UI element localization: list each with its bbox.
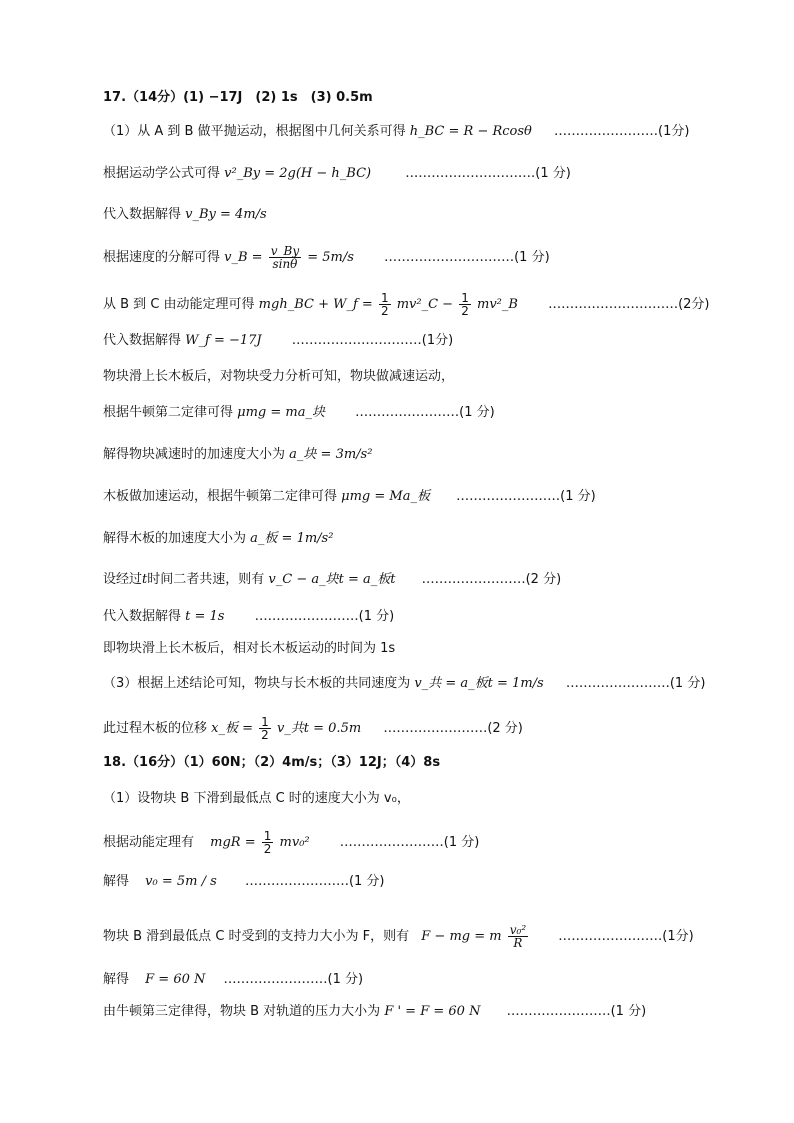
text: 解得物块减速时的加速度大小为	[103, 447, 286, 462]
q17-line-2	[103, 166, 571, 182]
q17-line-15	[103, 676, 705, 692]
points: (1 分)	[610, 1004, 647, 1019]
text: 解得	[103, 972, 130, 987]
denominator: 2	[380, 304, 389, 318]
denominator: 2	[261, 728, 269, 742]
fraction	[508, 924, 528, 949]
points: (1分)	[421, 333, 454, 348]
points: (1分)	[658, 124, 690, 139]
formula: v²_By = 2g(H − h_BC)	[224, 166, 372, 181]
q17-line-14: 即物块滑上长木板后，相对长木板运动的时间为 1s	[103, 641, 396, 656]
q17-line-5	[103, 292, 710, 317]
points: (1分)	[662, 929, 694, 944]
numerator: 1	[261, 715, 269, 729]
formula: h_BC = R − Rcosθ	[409, 124, 532, 139]
leader-dots: ……………………	[456, 489, 561, 504]
formula: t = 1s	[185, 609, 225, 624]
leader-dots: ……………………	[244, 874, 349, 889]
points: (1 分)	[514, 250, 550, 265]
points: (1 分)	[535, 166, 571, 181]
points: (1 分)	[443, 835, 480, 850]
numerator: 1	[263, 829, 272, 843]
q17-line-3	[103, 207, 267, 223]
q18-line-2	[103, 830, 479, 855]
q17-header: 17.（14分）(1) −17J (2) 1s (3) 0.5m	[103, 90, 373, 105]
q17-line-8	[103, 405, 495, 421]
text: 从 B 到 C 由动能定理可得	[103, 297, 255, 312]
text: 解得	[103, 874, 130, 889]
numerator: v₀²	[509, 923, 527, 937]
variable: t	[142, 572, 148, 587]
leader-dots: ……………………	[355, 405, 460, 420]
q18-line-5	[103, 972, 363, 988]
text: （1）从 A 到 B 做平抛运动，根据图中几何关系可得	[103, 124, 406, 139]
points: (2分)	[678, 297, 710, 312]
points: (2 分)	[487, 721, 523, 736]
leader-dots: …………………………	[291, 333, 422, 348]
q17-line-16	[103, 716, 523, 741]
numerator: 1	[380, 291, 389, 305]
formula: mv₀²	[279, 835, 310, 850]
points: (1 分)	[348, 874, 385, 889]
formula: v_By = 4m/s	[185, 207, 267, 222]
q17-line-7: 物块滑上长木板后，对物块受力分析可知，物块做减速运动，	[103, 369, 455, 384]
leader-dots: …………………………	[548, 297, 679, 312]
formula: x_板 =	[211, 721, 254, 736]
q17-line-13	[103, 609, 394, 625]
formula: a_块 = 3m/s²	[289, 447, 373, 462]
formula: v_B =	[224, 250, 263, 265]
numerator: 1	[461, 291, 469, 305]
leader-dots: ……………………	[506, 1004, 611, 1019]
leader-dots: ……………………	[554, 124, 659, 139]
q17-line-4	[103, 245, 550, 270]
leader-dots: ……………………	[223, 972, 328, 987]
formula: F ' = F = 60 N	[384, 1004, 481, 1019]
denominator: sinθ	[272, 257, 298, 271]
q18-header: 18.（16分）（1）60N；（2）4m/s；（3）12J；（4）8s	[103, 755, 441, 770]
text: 代入数据解得	[103, 609, 182, 624]
formula: mgh_BC + W_f =	[258, 297, 373, 312]
text: （3）根据上述结论可知，物块与长木板的共同速度为	[103, 676, 411, 691]
q17-line-11	[103, 531, 333, 547]
q17-line-12	[103, 572, 561, 588]
points: (1 分)	[327, 972, 364, 987]
leader-dots: ……………………	[383, 721, 488, 736]
q18-line-3	[103, 874, 385, 890]
q17-line-10	[103, 489, 596, 505]
fraction-half	[262, 830, 274, 855]
formula: a_板 = 1m/s²	[250, 531, 334, 546]
text: 解得木板的加速度大小为	[103, 531, 247, 546]
leader-dots: ……………………	[421, 572, 526, 587]
points: (2 分)	[525, 572, 562, 587]
formula: mv²_B	[477, 297, 518, 312]
fraction-half	[459, 292, 471, 317]
leader-dots: ……………………	[254, 609, 359, 624]
leader-dots: …………………………	[384, 250, 515, 265]
formula: v_共t = 0.5m	[276, 721, 362, 736]
text: 根据运动学公式可得	[103, 166, 221, 181]
leader-dots: ……………………	[339, 835, 444, 850]
q18-line-4	[103, 924, 694, 949]
formula: v_C − a_块t = a_板t	[268, 572, 396, 587]
text: 代入数据解得	[103, 333, 182, 348]
numerator: v_By	[270, 244, 300, 258]
formula: F − mg = m	[421, 929, 502, 944]
q17-line-6	[103, 333, 453, 349]
fraction	[269, 245, 301, 270]
points: (1 分)	[459, 405, 495, 420]
formula: mgR =	[210, 835, 256, 850]
text: 木板做加速运动，根据牛顿第二定律可得	[103, 489, 338, 504]
points: (1 分)	[669, 676, 706, 691]
text: 根据牛顿第二定律可得	[103, 405, 234, 420]
denominator: 2	[263, 842, 272, 856]
formula: F = 60 N	[145, 972, 206, 987]
formula: v_共 = a_板t = 1m/s	[414, 676, 544, 691]
formula: v₀ = 5m / s	[145, 874, 217, 889]
fraction-half	[379, 292, 391, 317]
formula: = 5m/s	[307, 250, 354, 265]
q17-line-9	[103, 447, 372, 463]
denominator: 2	[461, 304, 469, 318]
q17-line-1	[103, 124, 689, 140]
points: (1 分)	[560, 489, 596, 504]
formula: mv²_C −	[396, 297, 454, 312]
leader-dots: ……………………	[558, 929, 663, 944]
text: 根据动能定理有	[103, 835, 195, 850]
fraction-half	[259, 716, 271, 741]
formula: μmg = ma_块	[237, 405, 325, 420]
points: (1 分)	[358, 609, 395, 624]
text: 由牛顿第三定律得，物块 B 对轨道的压力大小为	[103, 1004, 381, 1019]
leader-dots: …………………………	[405, 166, 536, 181]
formula: W_f = −17J	[185, 333, 262, 348]
text: 根据速度的分解可得	[103, 250, 221, 265]
text: 此过程木板的位移	[103, 721, 208, 736]
q18-line-6	[103, 1004, 646, 1020]
leader-dots: ……………………	[565, 676, 670, 691]
denominator: R	[513, 936, 523, 950]
formula: μmg = Ma_板	[341, 489, 430, 504]
text: 物块 B 滑到最低点 C 时受到的支持力大小为 F，则有	[103, 929, 410, 944]
text: 设经过	[103, 572, 143, 587]
text: 代入数据解得	[103, 207, 182, 222]
q18-line-1: （1）设物块 B 下滑到最低点 C 时的速度大小为 v₀，	[103, 791, 410, 806]
text: 时间二者共速，则有	[147, 572, 265, 587]
